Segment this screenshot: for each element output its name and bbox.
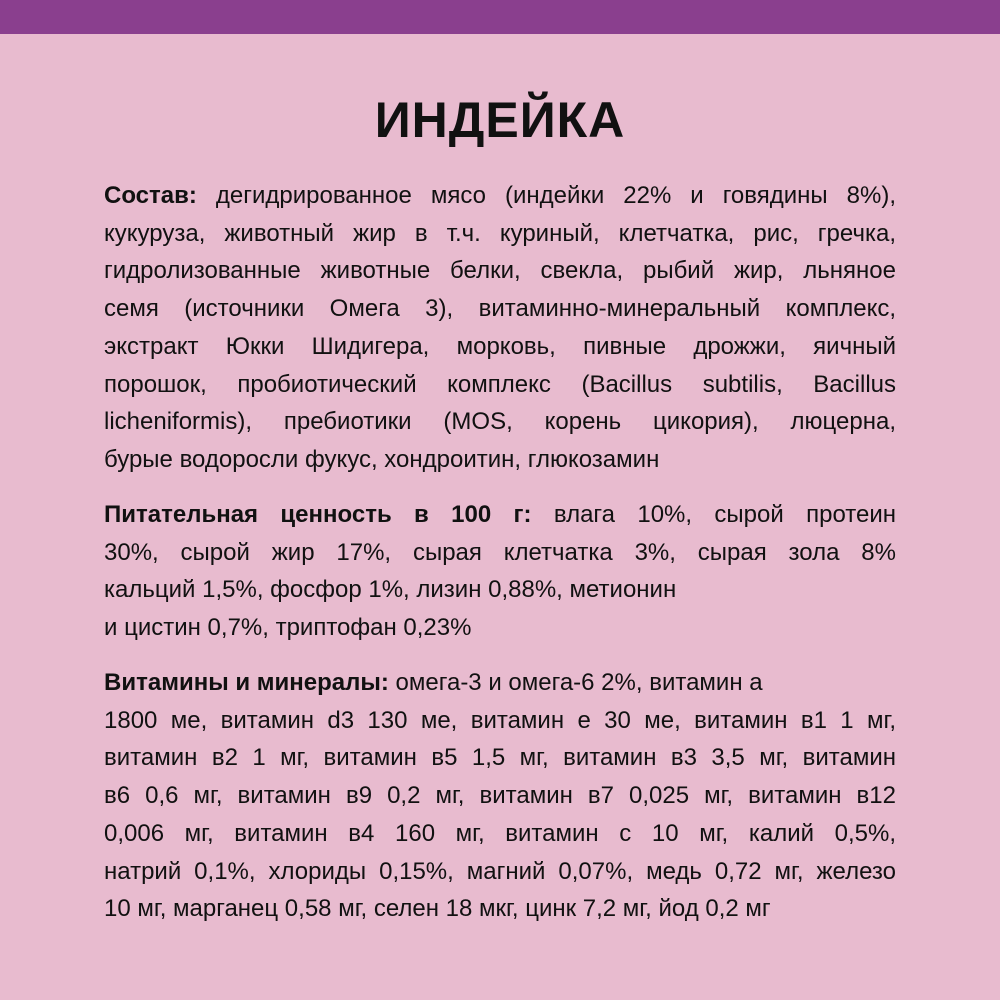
vitamins-line: 0,006 мг, витамин в4 160 мг, витамин с 10 мг, калий 0,5%, (104, 819, 896, 847)
nutrition-line: и цистин 0,7%, триптофан 0,23% (104, 614, 472, 642)
nutrition-section (104, 496, 896, 647)
composition-line: бурые водоросли фукус, хондроитин, глюкозамин (104, 445, 660, 473)
composition-line: экстракт Юкки Шидигера, морковь, пивные дрожжи, яичный (104, 332, 896, 360)
nutrition-line: Питательная ценность в 100 г: влага 10%, сырой протеин (104, 501, 896, 528)
page-title: ИНДЕЙКА (374, 92, 626, 148)
nutrition-line: кальций 1,5%, фосфор 1%, лизин 0,88%, метионин (104, 576, 677, 604)
vitamins-line: витамин в2 1 мг, витамин в5 1,5 мг, витамин в3 3,5 мг, витамин (104, 744, 896, 772)
top-accent-bar (0, 0, 1000, 34)
composition-line: кукуруза, животный жир в т.ч. куриный, клетчатка, рис, гречка, (104, 219, 896, 247)
vitamins-label: Витамины и минералы: (104, 669, 389, 696)
vitamins-section (104, 664, 896, 928)
composition-label: Состав: (104, 182, 197, 209)
vitamins-line: Витамины и минералы: омега-3 и омега-6 2%, витамин а (104, 669, 763, 696)
vitamins-line: 10 мг, марганец 0,58 мг, селен 18 мкг, цинк 7,2 мг, йод 0,2 мг (104, 895, 771, 923)
composition-section (104, 177, 896, 479)
nutrition-line: 30%, сырой жир 17%, сырая клетчатка 3%, сырая зола 8% (104, 538, 896, 566)
vitamins-line: в6 0,6 мг, витамин в9 0,2 мг, витамин в7 0,025 мг, витамин в12 (104, 782, 896, 810)
vitamins-line: 1800 ме, витамин d3 130 ме, витамин е 30 ме, витамин в1 1 мг, (104, 706, 896, 734)
vitamins-line: натрий 0,1%, хлориды 0,15%, магний 0,07%, медь 0,72 мг, железо (104, 857, 896, 885)
composition-line: порошок, пробиотический комплекс (Bacillus subtilis, Bacillus (104, 370, 896, 398)
nutrition-label: Питательная ценность в 100 г: (104, 501, 532, 528)
composition-line: семя (источники Омега 3), витаминно-минеральный комплекс, (104, 295, 896, 323)
composition-line: Состав: дегидрированное мясо (индейки 22% и говядины 8%), (104, 182, 896, 209)
composition-line: licheniformis), пребиотики (MOS, корень цикория), люцерна, (104, 408, 896, 436)
composition-line: гидролизованные животные белки, свекла, рыбий жир, льняное (104, 257, 896, 285)
